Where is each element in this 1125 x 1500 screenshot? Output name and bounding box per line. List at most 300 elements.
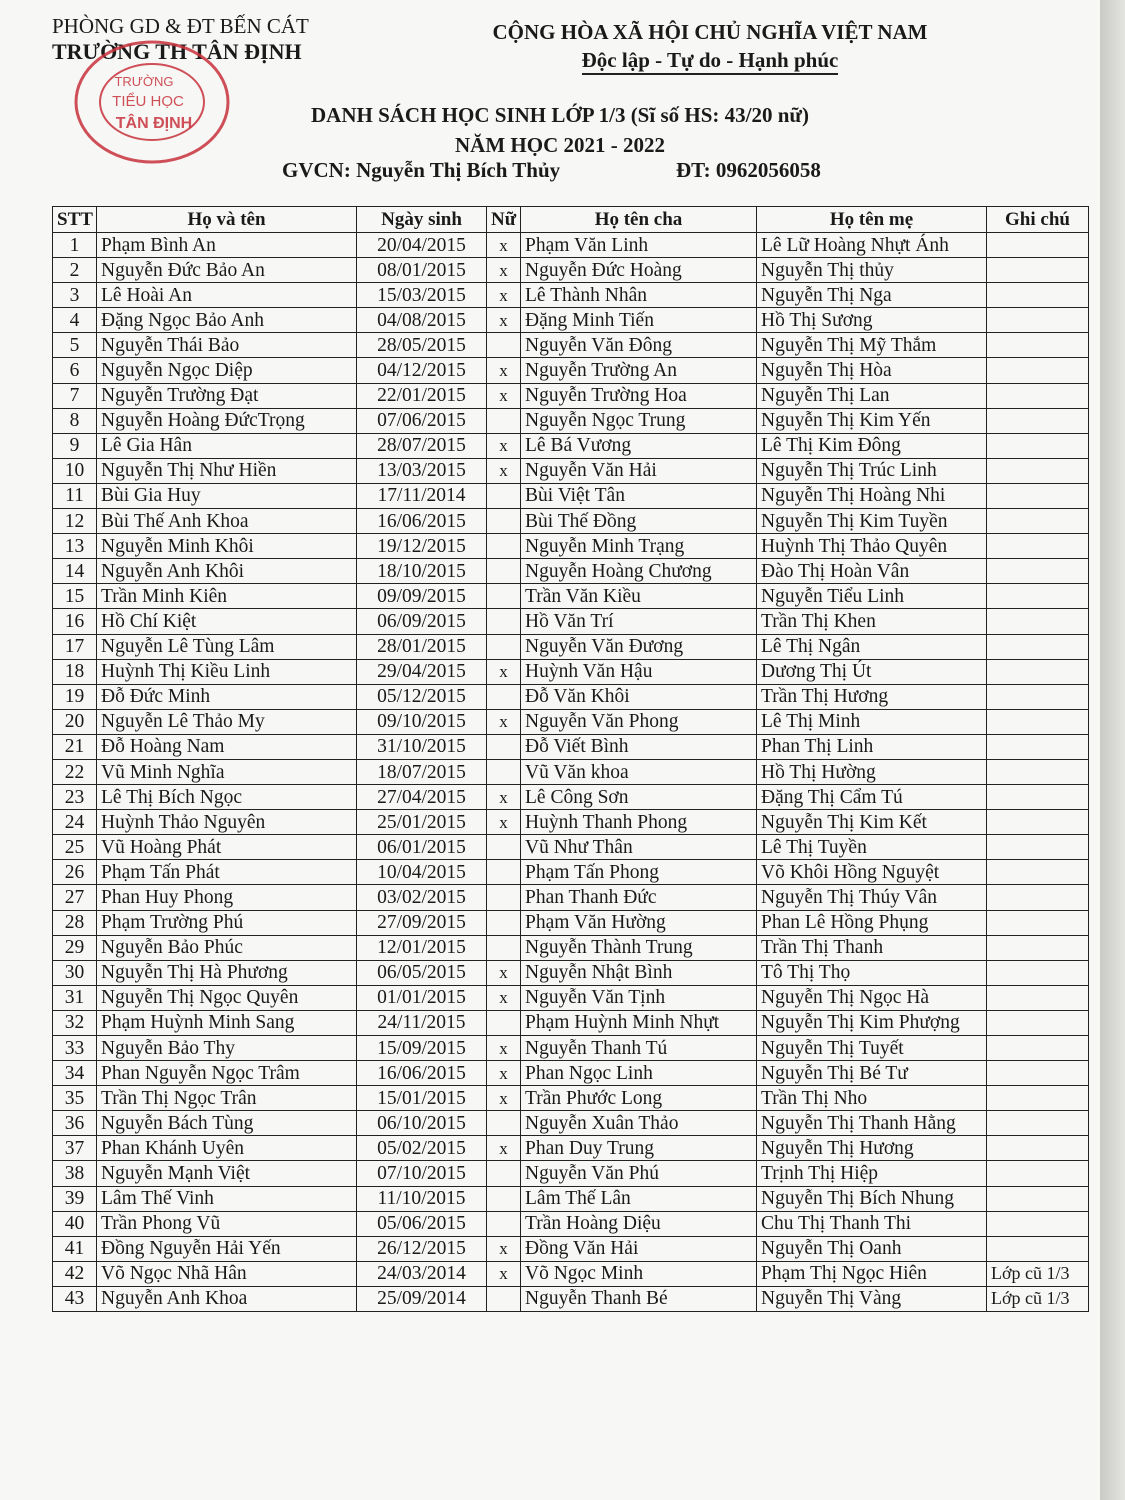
cell-mother-name: Lê Thị Minh [757,709,987,734]
table-row [53,584,1089,609]
cell-mother-name: Đào Thị Hoàn Vân [757,559,987,584]
cell-student-name: Lê Gia Hân [97,433,357,458]
cell-stt: 27 [53,885,97,910]
cell-student-name: Nguyễn Bảo Phúc [97,935,357,960]
national-header [470,18,950,74]
cell-stt: 23 [53,785,97,810]
cell-note [987,1111,1089,1136]
cell-mother-name: Nguyễn Tiểu Linh [757,584,987,609]
cell-mother-name: Nguyễn Thị Hương [757,1136,987,1161]
cell-father-name: Lê Thành Nhân [521,283,757,308]
cell-stt: 39 [53,1186,97,1211]
cell-student-name: Bùi Gia Huy [97,483,357,508]
cell-father-name: Phan Ngọc Linh [521,1061,757,1086]
cell-female: x [487,258,521,283]
cell-female [487,860,521,885]
cell-note [987,935,1089,960]
cell-female [487,1161,521,1186]
cell-mother-name: Trần Thị Khen [757,609,987,634]
cell-dob: 24/03/2014 [357,1261,487,1286]
cell-stt: 40 [53,1211,97,1236]
desk-background [1100,0,1125,1500]
cell-stt: 3 [53,283,97,308]
cell-father-name: Nguyễn Thành Trung [521,935,757,960]
cell-stt: 6 [53,358,97,383]
cell-stt: 42 [53,1261,97,1286]
cell-student-name: Đỗ Hoàng Nam [97,734,357,759]
table-row [53,534,1089,559]
cell-father-name: Phan Thanh Đức [521,885,757,910]
cell-stt: 15 [53,584,97,609]
cell-dob: 12/01/2015 [357,935,487,960]
cell-father-name: Nguyễn Văn Đương [521,634,757,659]
cell-female [487,835,521,860]
cell-dob: 13/03/2015 [357,458,487,483]
cell-student-name: Huỳnh Thảo Nguyên [97,810,357,835]
cell-stt: 11 [53,483,97,508]
cell-dob: 06/10/2015 [357,1111,487,1136]
cell-father-name: Vũ Như Thân [521,835,757,860]
table-row [53,308,1089,333]
cell-stt: 36 [53,1111,97,1136]
cell-stt: 18 [53,659,97,684]
cell-dob: 09/10/2015 [357,709,487,734]
table-row [53,1186,1089,1211]
cell-dob: 11/10/2015 [357,1186,487,1211]
cell-female [487,1211,521,1236]
cell-father-name: Trần Phước Long [521,1086,757,1111]
table-row [53,659,1089,684]
cell-stt: 9 [53,433,97,458]
table-row [53,1236,1089,1261]
cell-dob: 08/01/2015 [357,258,487,283]
cell-dob: 28/05/2015 [357,333,487,358]
cell-student-name: Phạm Tấn Phát [97,860,357,885]
cell-note [987,659,1089,684]
cell-dob: 18/07/2015 [357,759,487,784]
cell-student-name: Nguyễn Minh Khôi [97,534,357,559]
cell-female: x [487,1261,521,1286]
cell-father-name: Nguyễn Văn Phú [521,1161,757,1186]
cell-student-name: Nguyễn Anh Khôi [97,559,357,584]
cell-mother-name: Võ Khôi Hồng Nguyệt [757,860,987,885]
cell-father-name: Phạm Văn Hường [521,910,757,935]
cell-note: Lớp cũ 1/3 [987,1261,1089,1286]
cell-stt: 7 [53,383,97,408]
col-header-note: Ghi chú [987,207,1089,233]
col-header-name: Họ và tên [97,207,357,233]
cell-dob: 17/11/2014 [357,483,487,508]
cell-stt: 21 [53,734,97,759]
table-row [53,559,1089,584]
cell-note [987,1086,1089,1111]
cell-dob: 22/01/2015 [357,383,487,408]
cell-female [487,1286,521,1311]
cell-student-name: Nguyễn Bảo Thy [97,1036,357,1061]
cell-father-name: Nguyễn Nhật Bình [521,960,757,985]
table-row [53,1086,1089,1111]
cell-student-name: Nguyễn Thị Ngọc Quyên [97,985,357,1010]
cell-father-name: Võ Ngọc Minh [521,1261,757,1286]
cell-father-name: Huỳnh Văn Hậu [521,659,757,684]
cell-female: x [487,383,521,408]
cell-mother-name: Nguyễn Thị Kim Tuyền [757,509,987,534]
cell-dob: 19/12/2015 [357,534,487,559]
cell-dob: 18/10/2015 [357,559,487,584]
cell-stt: 38 [53,1161,97,1186]
cell-female: x [487,1036,521,1061]
cell-female [487,559,521,584]
cell-female: x [487,985,521,1010]
cell-dob: 20/04/2015 [357,233,487,258]
cell-stt: 8 [53,408,97,433]
cell-female: x [487,458,521,483]
cell-dob: 06/01/2015 [357,835,487,860]
cell-female [487,483,521,508]
cell-mother-name: Nguyễn Thị Tuyết [757,1036,987,1061]
table-row [53,1136,1089,1161]
cell-father-name: Bùi Thế Đồng [521,509,757,534]
table-row [53,433,1089,458]
cell-student-name: Nguyễn Ngọc Diệp [97,358,357,383]
cell-stt: 26 [53,860,97,885]
table-row [53,333,1089,358]
table-row [53,1161,1089,1186]
cell-female [487,408,521,433]
table-row [53,910,1089,935]
cell-stt: 12 [53,509,97,534]
cell-student-name: Huỳnh Thị Kiều Linh [97,659,357,684]
seal-text-2: TIỂU HỌC [112,93,184,110]
cell-female: x [487,1136,521,1161]
cell-dob: 09/09/2015 [357,584,487,609]
cell-note [987,910,1089,935]
cell-female: x [487,1086,521,1111]
document-title [230,100,890,160]
cell-father-name: Phạm Tấn Phong [521,860,757,885]
cell-note [987,785,1089,810]
table-row [53,1211,1089,1236]
cell-note [987,333,1089,358]
cell-student-name: Đồng Nguyễn Hải Yến [97,1236,357,1261]
school-seal-stamp [72,36,232,166]
cell-female: x [487,1061,521,1086]
title-line-2: NĂM HỌC 2021 - 2022 [455,133,665,157]
cell-mother-name: Tô Thị Thọ [757,960,987,985]
cell-mother-name: Lê Lữ Hoàng Nhựt Ánh [757,233,987,258]
cell-note [987,383,1089,408]
cell-note [987,1136,1089,1161]
cell-dob: 25/01/2015 [357,810,487,835]
cell-female [487,935,521,960]
cell-dob: 29/04/2015 [357,659,487,684]
table-row [53,1036,1089,1061]
teacher-phone: ĐT: 0962056058 [676,158,821,182]
table-row [53,860,1089,885]
table-row [53,408,1089,433]
cell-father-name: Phan Duy Trung [521,1136,757,1161]
cell-note [987,559,1089,584]
cell-dob: 07/10/2015 [357,1161,487,1186]
cell-female [487,333,521,358]
table-header-row [53,207,1089,233]
cell-mother-name: Nguyễn Thị Kim Kết [757,810,987,835]
cell-dob: 16/06/2015 [357,1061,487,1086]
cell-note [987,584,1089,609]
cell-dob: 27/09/2015 [357,910,487,935]
cell-female [487,609,521,634]
cell-note [987,283,1089,308]
cell-father-name: Nguyễn Ngọc Trung [521,408,757,433]
cell-stt: 35 [53,1086,97,1111]
cell-mother-name: Lê Thị Ngân [757,634,987,659]
cell-mother-name: Nguyễn Thị Oanh [757,1236,987,1261]
cell-mother-name: Trịnh Thị Hiệp [757,1161,987,1186]
cell-stt: 13 [53,534,97,559]
table-row [53,734,1089,759]
cell-note [987,759,1089,784]
cell-note [987,1186,1089,1211]
cell-father-name: Hồ Văn Trí [521,609,757,634]
cell-female [487,759,521,784]
cell-father-name: Đỗ Viết Bình [521,734,757,759]
cell-mother-name: Đặng Thị Cẩm Tú [757,785,987,810]
cell-mother-name: Trần Thị Nho [757,1086,987,1111]
cell-father-name: Nguyễn Đức Hoàng [521,258,757,283]
cell-female [487,734,521,759]
cell-note [987,1036,1089,1061]
cell-student-name: Đặng Ngọc Bảo Anh [97,308,357,333]
cell-mother-name: Nguyễn Thị Lan [757,383,987,408]
cell-student-name: Nguyễn Hoàng ĐứcTrọng [97,408,357,433]
seal-text-1: TRƯỜNG [114,74,174,89]
cell-stt: 22 [53,759,97,784]
cell-mother-name: Nguyễn Thị Mỹ Thắm [757,333,987,358]
cell-dob: 15/09/2015 [357,1036,487,1061]
table-row [53,258,1089,283]
cell-student-name: Đỗ Đức Minh [97,684,357,709]
table-row [53,458,1089,483]
cell-father-name: Đỗ Văn Khôi [521,684,757,709]
cell-mother-name: Phạm Thị Ngọc Hiên [757,1261,987,1286]
cell-note [987,509,1089,534]
cell-note [987,1236,1089,1261]
cell-stt: 31 [53,985,97,1010]
cell-mother-name: Nguyễn Thị Hòa [757,358,987,383]
cell-mother-name: Chu Thị Thanh Thi [757,1211,987,1236]
cell-mother-name: Nguyễn Thị thủy [757,258,987,283]
cell-female: x [487,433,521,458]
cell-student-name: Phạm Bình An [97,233,357,258]
cell-dob: 06/09/2015 [357,609,487,634]
cell-student-name: Trần Thị Ngọc Trân [97,1086,357,1111]
cell-mother-name: Hồ Thị Hường [757,759,987,784]
cell-female: x [487,785,521,810]
cell-father-name: Vũ Văn khoa [521,759,757,784]
cell-stt: 1 [53,233,97,258]
cell-father-name: Trần Văn Kiều [521,584,757,609]
cell-mother-name: Lê Thị Tuyền [757,835,987,860]
cell-dob: 04/08/2015 [357,308,487,333]
cell-student-name: Phan Nguyễn Ngọc Trâm [97,1061,357,1086]
student-roster-table [52,206,1089,1312]
cell-stt: 34 [53,1061,97,1086]
cell-student-name: Bùi Thế Anh Khoa [97,509,357,534]
cell-student-name: Lê Hoài An [97,283,357,308]
cell-dob: 31/10/2015 [357,734,487,759]
cell-father-name: Nguyễn Văn Phong [521,709,757,734]
cell-father-name: Nguyễn Xuân Thảo [521,1111,757,1136]
table-row [53,358,1089,383]
cell-dob: 28/01/2015 [357,634,487,659]
cell-stt: 29 [53,935,97,960]
cell-mother-name: Nguyễn Thị Kim Phượng [757,1010,987,1035]
cell-student-name: Võ Ngọc Nhã Hân [97,1261,357,1286]
cell-dob: 01/01/2015 [357,985,487,1010]
cell-dob: 03/02/2015 [357,885,487,910]
cell-father-name: Trần Hoàng Diệu [521,1211,757,1236]
cell-stt: 10 [53,458,97,483]
table-row [53,885,1089,910]
table-row [53,634,1089,659]
cell-father-name: Nguyễn Minh Trạng [521,534,757,559]
cell-student-name: Lâm Thế Vinh [97,1186,357,1211]
cell-female [487,509,521,534]
cell-female [487,684,521,709]
cell-stt: 37 [53,1136,97,1161]
cell-father-name: Đặng Minh Tiến [521,308,757,333]
homeroom-teacher: GVCN: Nguyễn Thị Bích Thủy [282,158,561,182]
table-row [53,283,1089,308]
cell-father-name: Nguyễn Văn Đông [521,333,757,358]
cell-student-name: Nguyễn Trường Đạt [97,383,357,408]
cell-student-name: Lê Thị Bích Ngọc [97,785,357,810]
cell-student-name: Hồ Chí Kiệt [97,609,357,634]
table-row [53,1286,1089,1311]
table-row [53,935,1089,960]
cell-note [987,534,1089,559]
cell-father-name: Nguyễn Văn Hải [521,458,757,483]
cell-female: x [487,810,521,835]
cell-student-name: Trần Minh Kiên [97,584,357,609]
cell-student-name: Vũ Minh Nghĩa [97,759,357,784]
cell-father-name: Nguyễn Thanh Tú [521,1036,757,1061]
table-row [53,383,1089,408]
cell-mother-name: Nguyễn Thị Bích Nhung [757,1186,987,1211]
cell-student-name: Nguyễn Thị Như Hiền [97,458,357,483]
cell-stt: 4 [53,308,97,333]
cell-note [987,885,1089,910]
cell-father-name: Nguyễn Thanh Bé [521,1286,757,1311]
table-row [53,609,1089,634]
cell-student-name: Nguyễn Thái Bảo [97,333,357,358]
cell-stt: 25 [53,835,97,860]
cell-dob: 24/11/2015 [357,1010,487,1035]
cell-stt: 17 [53,634,97,659]
cell-student-name: Phan Huy Phong [97,885,357,910]
cell-stt: 43 [53,1286,97,1311]
cell-father-name: Lê Bá Vương [521,433,757,458]
cell-student-name: Vũ Hoàng Phát [97,835,357,860]
cell-mother-name: Lê Thị Kim Đông [757,433,987,458]
cell-mother-name: Phan Thị Linh [757,734,987,759]
cell-father-name: Phạm Huỳnh Minh Nhựt [521,1010,757,1035]
cell-note [987,1010,1089,1035]
cell-note [987,308,1089,333]
col-header-dob: Ngày sinh [357,207,487,233]
table-row [53,810,1089,835]
cell-student-name: Nguyễn Đức Bảo An [97,258,357,283]
cell-father-name: Lê Công Sơn [521,785,757,810]
cell-stt: 5 [53,333,97,358]
cell-female [487,1010,521,1035]
cell-stt: 33 [53,1036,97,1061]
table-row [53,1261,1089,1286]
cell-dob: 06/05/2015 [357,960,487,985]
table-row [53,1061,1089,1086]
cell-dob: 05/06/2015 [357,1211,487,1236]
cell-female [487,885,521,910]
cell-female: x [487,233,521,258]
cell-mother-name: Nguyễn Thị Thúy Vân [757,885,987,910]
cell-mother-name: Nguyễn Thị Nga [757,283,987,308]
cell-mother-name: Dương Thị Út [757,659,987,684]
cell-female: x [487,308,521,333]
cell-note [987,835,1089,860]
table-row [53,684,1089,709]
table-row [53,835,1089,860]
cell-note [987,258,1089,283]
cell-stt: 24 [53,810,97,835]
cell-father-name: Nguyễn Văn Tịnh [521,985,757,1010]
cell-female [487,634,521,659]
cell-stt: 2 [53,258,97,283]
cell-female [487,584,521,609]
cell-mother-name: Nguyễn Thị Bé Tư [757,1061,987,1086]
cell-student-name: Phạm Huỳnh Minh Sang [97,1010,357,1035]
cell-female [487,1186,521,1211]
cell-student-name: Nguyễn Bách Tùng [97,1111,357,1136]
col-header-stt: STT [53,207,97,233]
cell-dob: 16/06/2015 [357,509,487,534]
cell-dob: 05/12/2015 [357,684,487,709]
cell-dob: 26/12/2015 [357,1236,487,1261]
nation-name: CỘNG HÒA XÃ HỘI CHỦ NGHĨA VIỆT NAM [492,20,928,44]
cell-note [987,860,1089,885]
cell-dob: 05/02/2015 [357,1136,487,1161]
cell-student-name: Phạm Trường Phú [97,910,357,935]
cell-note [987,1211,1089,1236]
cell-note: Lớp cũ 1/3 [987,1286,1089,1311]
cell-stt: 16 [53,609,97,634]
cell-student-name: Trần Phong Vũ [97,1211,357,1236]
cell-mother-name: Nguyễn Thị Kim Yến [757,408,987,433]
table-row [53,233,1089,258]
cell-note [987,810,1089,835]
cell-father-name: Nguyễn Trường An [521,358,757,383]
seal-text-3: TÂN ĐỊNH [115,115,193,132]
cell-dob: 04/12/2015 [357,358,487,383]
cell-note [987,458,1089,483]
table-row [53,1010,1089,1035]
cell-dob: 28/07/2015 [357,433,487,458]
cell-mother-name: Nguyễn Thị Vàng [757,1286,987,1311]
cell-student-name: Nguyễn Lê Thảo My [97,709,357,734]
cell-note [987,433,1089,458]
cell-father-name: Phạm Văn Linh [521,233,757,258]
table-row [53,1111,1089,1136]
cell-stt: 41 [53,1236,97,1261]
